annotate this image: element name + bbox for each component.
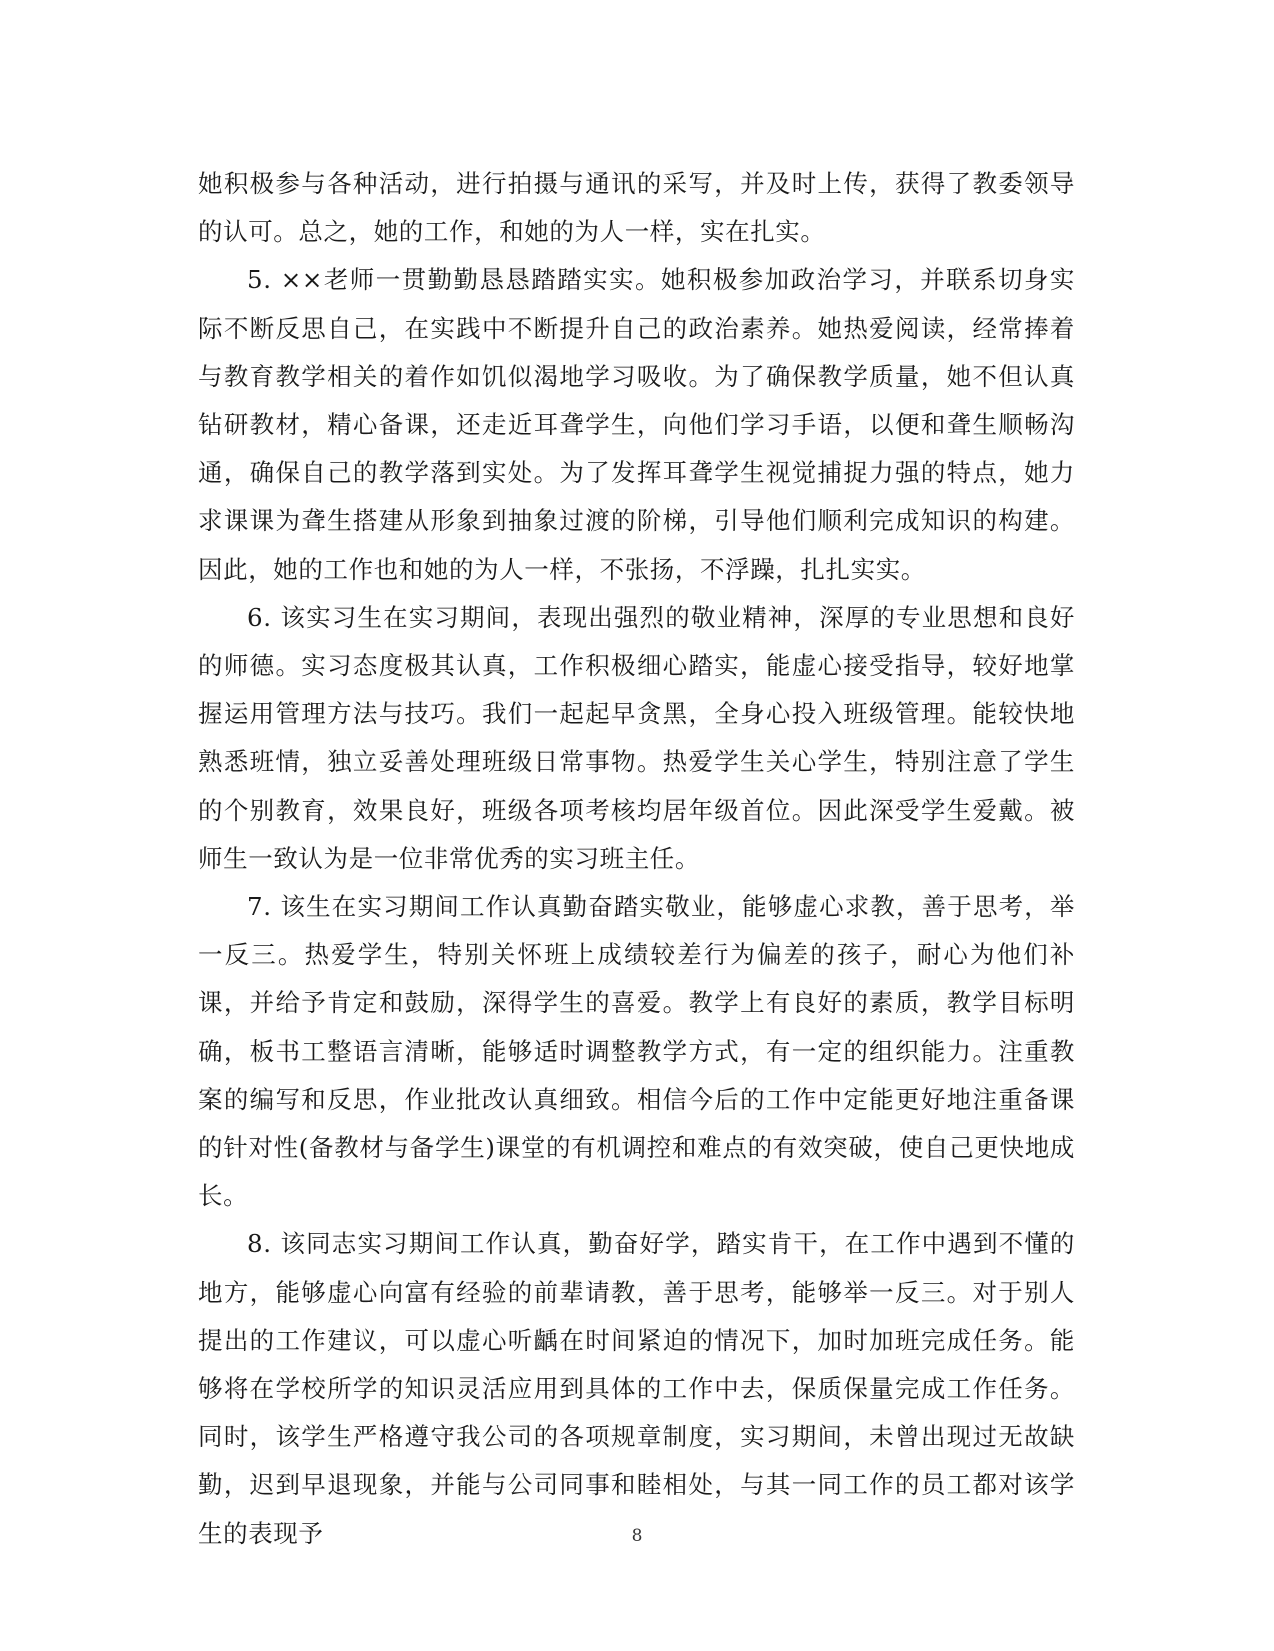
body-text [198,160,1075,1558]
paragraph-item-8: 8. 该同志实习期间工作认真，勤奋好学，踏实肯干，在工作中遇到不懂的地方，能够虚心向富有经验的前辈请教，善于思考，能够举一反三。对于别人提出的工作建议，可以虚心听齲在时间紧迫的情况下，加时加班完成任务。能够将在学校所学的知识灵活应用到具体的工作中去，保质保量完成工作任务。同时，该学生严格遵守我公司的各项规章制度，实习期间，未曾出现过无故缺勤，迟到早退现象，并能与公司同事和睦相处，与其一同工作的员工都对该学生的表现予 [198,1229,1075,1548]
paragraph-item-5: 5. ××老师一贯勤勤恳恳踏踏实实。她积极参加政治学习，并联系切身实际不断反思自己，在实践中不断提升自己的政治素养。她热爱阅读，经常捧着与教育教学相关的着作如饥似渴地学习吸收。为了确保教学质量，她不但认真钻研教材，精心备课，还走近耳聋学生，向他们学习手语，以便和聋生顺畅沟通，确保自己的教学落到实处。为了发挥耳聋学生视觉捕捉力强的特点，她力求课课为聋生搭建从形象到抽象过渡的阶梯，引导他们顺利完成知识的构建。因此，她的工作也和她的为人一样，不张扬，不浮躁，扎扎实实。 [198,265,1075,584]
paragraph-item-7: 7. 该生在实习期间工作认真勤奋踏实敬业，能够虚心求教，善于思考，举一反三。热爱学生，特别关怀班上成绩较差行为偏差的孩子，耐心为他们补课，并给予肯定和鼓励，深得学生的喜爱。教学上有良好的素质，教学目标明确，板书工整语言清晰，能够适时调整教学方式，有一定的组织能力。注重教案的编写和反思，作业批改认真细致。相信今后的工作中定能更好地注重备课的针对性(备教材与备学生)课堂的有机调控和难点的有效突破，使自己更快地成长。 [198,892,1075,1211]
paragraph-item-6: 6. 该实习生在实习期间，表现出强烈的敬业精神，深厚的专业思想和良好的师德。实习态度极其认真，工作积极细心踏实，能虚心接受指导，较好地掌握运用管理方法与技巧。我们一起起早贪黑，全身心投入班级管理。能较快地熟悉班情，独立妥善处理班级日常事物。热爱学生关心学生，特别注意了学生的个别教育，效果良好，班级各项考核均居年级首位。因此深受学生爱戴。被师生一致认为是一位非常优秀的实习班主任。 [198,602,1075,873]
paragraph-continued: 她积极参与各种活动，进行拍摄与通讯的采写，并及时上传，获得了教委领导的认可。总之，她的工作，和她的为人一样，实在扎实。 [198,169,1075,247]
page-number: 8 [631,1526,643,1546]
